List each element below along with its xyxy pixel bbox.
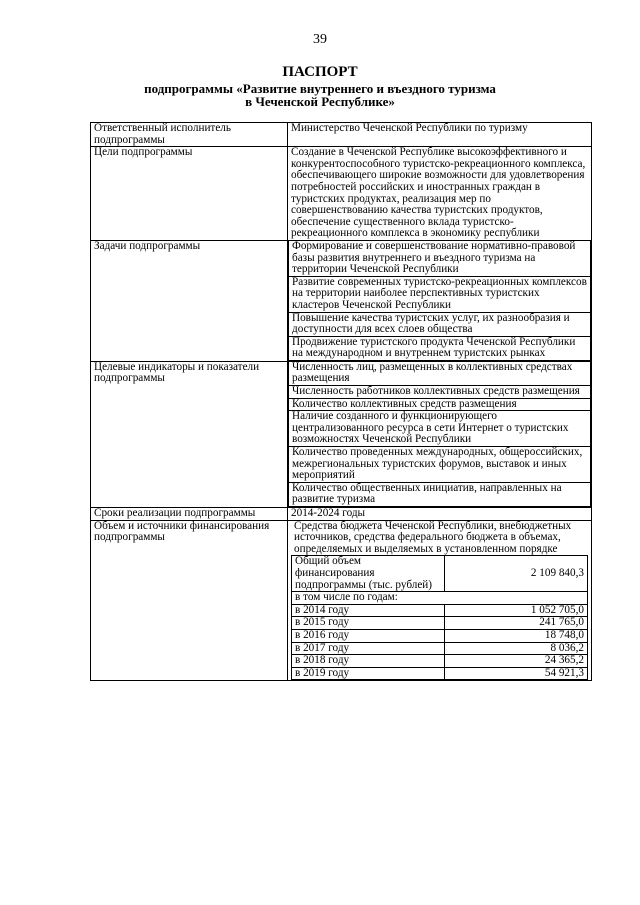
row-goals [91,147,592,241]
year-label: в 2017 году [292,642,445,655]
year-amount: 241 765,0 [445,617,588,630]
financing-year-row [292,629,588,642]
financing-table [291,556,588,680]
subtitle-line-1: подпрограммы «Развитие внутреннего и въездного туризма [144,81,496,96]
indicator-item: Наличие созданного и функционирующего централизованного ресурса в сети Интернет о туристских возможностях Чеченской Республики [289,411,591,447]
label-terms: Сроки реализации подпрограммы [91,508,288,521]
row-terms [91,508,592,521]
tasks-list [288,241,591,361]
passport-table [90,122,592,681]
row-indicators [91,361,592,507]
year-label: в 2019 году [292,667,445,680]
indicator-item: Количество проведенных международных, общероссийских, межрегиональных туристских форумов, выставок и иных мероприятий [289,447,591,483]
financing-total-label: Общий объем финансирования подпрограммы (тыс. рублей) [292,556,445,591]
page-number: 39 [313,32,327,47]
subtitle-line-2: в Чеченской Республике» [245,94,395,109]
task-item: Формирование и совершенствование нормативно-правовой базы развития внутреннего и въездного туризма на территории Чеченской Республики [289,241,591,276]
year-amount: 18 748,0 [445,629,588,642]
year-label: в 2016 году [292,629,445,642]
task-item: Развитие современных туристско-рекреационных комплексов на территории наиболее перспективных туристских кластеров Чеченской Республики [289,276,591,312]
label-indicators: Целевые индикаторы и показатели подпрограммы [91,361,288,507]
document-subtitle [90,82,550,108]
indicator-item: Количество общественных инициатив, направленных на развитие туризма [289,482,591,506]
value-financing [288,520,592,681]
value-responsible: Министерство Чеченской Республики по туризму [288,123,592,147]
year-label: в 2018 году [292,655,445,668]
financing-total-value: 2 109 840,3 [445,556,588,591]
label-responsible: Ответственный исполнитель подпрограммы [91,123,288,147]
year-label: в 2015 году [292,617,445,630]
label-tasks: Задачи подпрограммы [91,240,288,361]
label-financing: Объем и источники финансирования подпрограммы [91,520,288,681]
value-goals: Создание в Чеченской Республике высокоэффективного и конкурентоспособного туристско-рекреационного комплекса, обеспечивающего широкие возможности для удовлетворения потребностей российских и иностранных граждан в туристских продуктах, реализация мер по совершенствованию качества туристских продуктов, обеспечение существенного вклада туристско-рекреационного комплекса в экономику республики [288,147,592,241]
financing-year-row [292,642,588,655]
task-item: Продвижение туристского продукта Чеченской Республики на международном и внутреннем туристских рынках [289,336,591,360]
year-amount: 24 365,2 [445,655,588,668]
financing-year-row [292,617,588,630]
row-tasks [91,240,592,361]
row-responsible [91,123,592,147]
indicator-item: Количество коллективных средств размещения [289,398,591,411]
indicators-list [288,362,591,507]
year-amount: 1 052 705,0 [445,604,588,617]
financing-by-years-row [292,592,588,605]
label-goals: Цели подпрограммы [91,147,288,241]
row-financing [91,520,592,681]
financing-year-row [292,667,588,680]
financing-year-row [292,655,588,668]
year-label: в 2014 году [292,604,445,617]
indicator-item: Численность работников коллективных средств размещения [289,386,591,399]
indicator-item: Численность лиц, размещенных в коллективных средствах размещения [289,362,591,386]
value-terms: 2014-2024 годы [288,508,592,521]
financing-year-row [292,604,588,617]
document-title: ПАСПОРТ [282,64,358,80]
financing-description: Средства бюджета Чеченской Республики, внебюджетных источников, средства федерального бюджета в объемах, определяемых и выделяемых в установленном порядке [291,521,588,557]
financing-total-row [292,556,588,591]
year-amount: 8 036,2 [445,642,588,655]
value-tasks [288,240,592,361]
task-item: Повышение качества туристских услуг, их разнообразия и доступности для всех слоев общества [289,312,591,336]
value-indicators [288,361,592,507]
year-amount: 54 921,3 [445,667,588,680]
financing-by-years-label: в том числе по годам: [292,592,588,605]
